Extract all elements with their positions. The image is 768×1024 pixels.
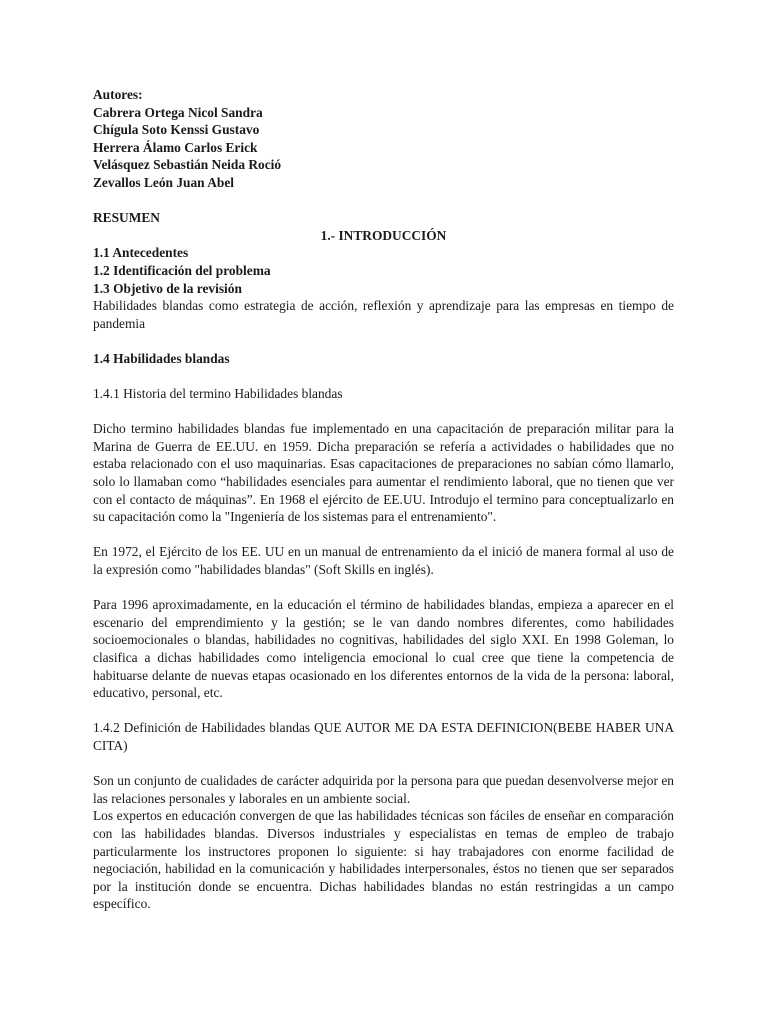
paragraph-history-3: Para 1996 aproximadamente, en la educación el término de habilidades blandas, empieza a aparecer en el escenario del emprendimiento y la gestión; se le van dando nombres diferentes, como habilidades socioemocionales o blandas, habilidades no cognitivas, habilidades del siglo XXI. En 1998 Goleman, lo clasifica a dichas habilidades como inteligencia emocional lo cual cree que tiene la competencia de habituarse delante de nuevas etapas ocasionado en los diferentes entornos de la vida de la persona: laboral, educativo, personal, etc.	[93, 597, 674, 701]
author-name: Herrera Álamo Carlos Erick	[93, 139, 258, 155]
section-heading-1-2: 1.2 Identificación del problema	[93, 262, 271, 278]
paragraph-definition-2: Los expertos en educación convergen de que las habilidades técnicas son fáciles de enseñar en comparación con las habilidades blandas. Diversos industriales y especialistas en temas de empleo de trabajo particularmente los instructores proponen lo siguiente: si hay trabajadores con enorme facilidad de negociación, habilidad en la comunicación y habilidades interpersonales, éstos no tienen que ser separados por la institución donde se encuentra. Dichas habilidades blandas no están restringidas a un campo específico.	[93, 808, 674, 912]
paragraph-history-2: En 1972, el Ejército de los EE. UU en un manual de entrenamiento da el inició de manera formal al uso de la expresión como "habilidades blandas" (Soft Skills en inglés).	[93, 544, 674, 578]
document-page	[93, 86, 674, 913]
authors-heading: Autores:	[93, 87, 143, 102]
paragraph-definition-1: Son un conjunto de cualidades de carácter adquirida por la persona para que puedan desenvolverse mejor en las relaciones personales y laborales en un ambiente social.	[93, 773, 674, 806]
author-name: Zevallos León Juan Abel	[93, 174, 234, 190]
section-heading-1-3: 1.3 Objetivo de la revisión	[93, 280, 242, 296]
objective-text: Habilidades blandas como estrategia de acción, reflexión y aprendizaje para las empresas en tiempo de pandemia	[93, 298, 674, 331]
authors-block	[93, 86, 674, 192]
resumen-heading: RESUMEN	[93, 210, 160, 226]
author-name: Velásquez Sebastián Neida Roció	[93, 157, 282, 173]
section-heading-1-4: 1.4 Habilidades blandas	[93, 350, 230, 366]
author-name: Chígula Soto Kenssi Gustavo	[93, 122, 260, 138]
section-heading-1-1: 1.1 Antecedentes	[93, 245, 189, 261]
paragraph-history-1: Dicho termino habilidades blandas fue implementado en una capacitación de preparación militar para la Marina de Guerra de EE.UU. en 1959. Dicha preparación se refería a actividades o habilidades que no estaba relacionado con el uso maquinarias. Esas capacitaciones de preparaciones no sabían cómo llamarlo, solo lo llamaban como “habilidades esenciales para aumentar el rendimiento laboral, que no tienen que ver con el contacto de máquinas”. En 1968 el ejército de EE.UU. Introdujo el termino para conceptualizarlo en su capacitación como la "Ingeniería de los sistemas para el entrenamiento".	[93, 421, 674, 525]
intro-title: 1.- INTRODUCCIÓN	[320, 227, 447, 243]
headings-block	[93, 209, 674, 297]
section-heading-1-4-1: 1.4.1 Historia del termino Habilidades blandas	[93, 386, 343, 402]
section-heading-1-4-2: 1.4.2 Definición de Habilidades blandas QUE AUTOR ME DA ESTA DEFINICION(BEBE HABER UNA CITA)	[93, 720, 674, 753]
author-name: Cabrera Ortega Nicol Sandra	[93, 104, 263, 120]
